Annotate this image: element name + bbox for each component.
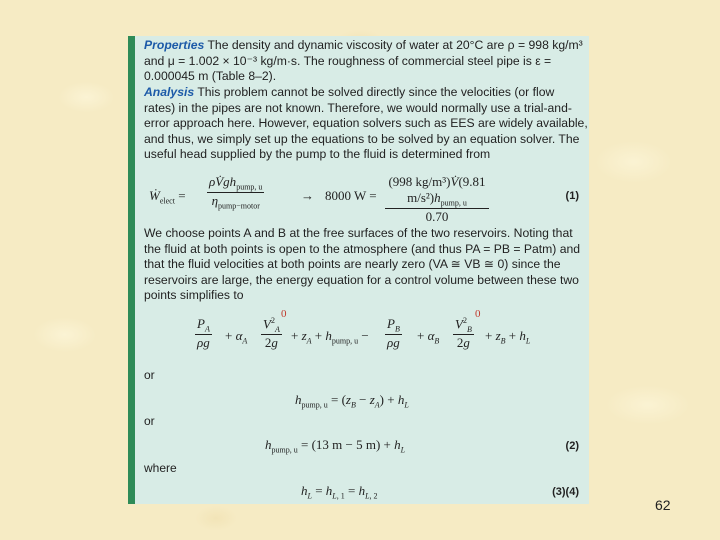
pump-head-equation: $h_{pump, u} = (z_B - z_A) + h_L$ [295,392,409,410]
eq1-tag: (1) [565,190,579,202]
eq2-tag: (2) [565,440,579,452]
energy-equation: $\frac{P_A}{\rho g}$ + $\alpha_A$ $\frac{V^2_A}{2g}$ 0 + $z_A + h_{pump, u}$ − $\frac{P_B}{\rho g}$ + $\alpha_B$ $\frac{V^2_B}{2g}$ 0 + $z_B + h_L$ [197,308,531,350]
pa-over-rhog: $\frac{P_A}{\rho g}$ [197,316,210,350]
where-label: where [144,461,177,475]
eq1-fraction-1: $\rho V̇gh_{pump, u}$ $\eta_{pump-motor}$ [209,174,263,211]
equation-2: $h_{pump, u} = (13$ m − 5 $m) + h_L$ [265,437,406,455]
eq1-lhs: Ẇ$_{elect}$ = [149,188,186,206]
vb-squared-over-2g: $\frac{V^2_B}{2g}$ [455,316,472,350]
page-number: 62 [655,497,671,513]
textbook-excerpt [128,36,589,504]
properties-paragraph [144,38,588,85]
analysis-label: Analysis [144,85,195,99]
choose-points-paragraph: We choose points A and B at the free surfaces of the two reservoirs. Noting that the fluid at both points is open to the atmosphere (and thus PA = PB = Patm) and that the fluid velocities at both points are nearly zero (VA ≅ VB ≅ 0) since the reservoirs are large, the energy equation for a control volume between these two points simplifies to [144,226,581,303]
or-1: or [144,368,155,382]
or-2: or [144,414,155,428]
zero-mark-b: 0 [475,308,481,320]
eq1-fraction-2: (998 kg/m³)V̇(9.81 $m/s^2)h_{pump, u}$ 0.70 [385,174,489,225]
properties-text: The density and dynamic viscosity of water at 20°C are ρ = 998 kg/m³ and μ = 1.002 × 10⁻³ kg/m·s. The roughness of commercial steel pipe is ε = 0.000045 m (Table 8–2). [144,38,583,84]
zero-mark-a: 0 [281,308,287,320]
eq34-tag: (3)(4) [552,486,579,498]
pb-over-rhog: $\frac{P_B}{\rho g}$ [387,316,400,350]
analysis-text: This problem cannot be solved directly since the velocities (or flow rates) in the pipes are not known. Therefore, we would normally use a trial-and-error approach here. However, equation solvers such as EES are widely available, and thus, we simply set up the equations to be solved by an equation solver. The useful head supplied by the pump to the fluid is determined from [144,85,588,162]
eq1-arrow: → [301,188,314,203]
equation-1 [149,174,489,224]
eq1-mid: 8000 W = [325,188,377,203]
analysis-paragraph [144,85,588,163]
va-squared-over-2g: $\frac{V^2_A}{2g}$ [263,316,280,350]
properties-label: Properties [144,38,205,52]
equation-3-4: $h_L = h_{L, 1} = h_{L, 2}$ [301,483,378,501]
